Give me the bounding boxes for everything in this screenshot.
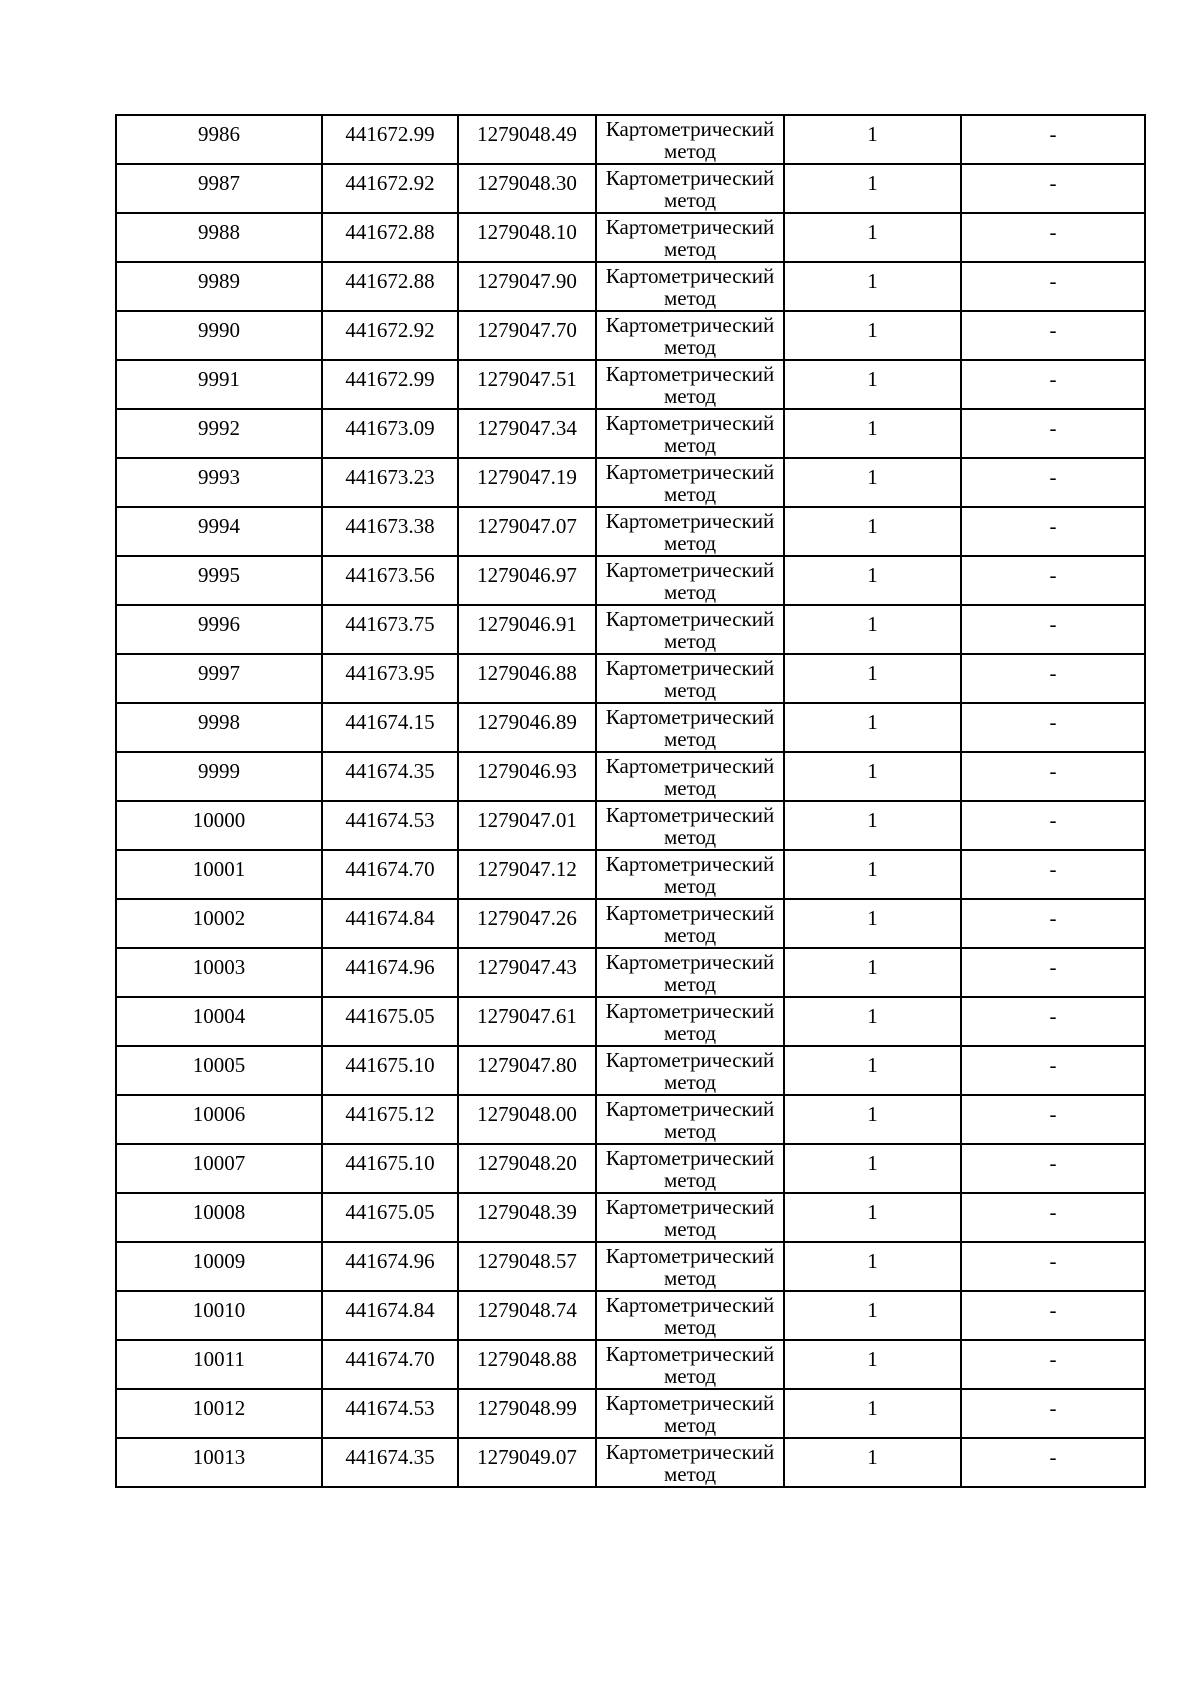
table-row xyxy=(116,213,1145,262)
accuracy-cell: 1 xyxy=(784,605,961,654)
y-coordinate-cell: 1279047.90 xyxy=(458,262,596,311)
method-line-1: Картометрический xyxy=(605,1195,775,1219)
accuracy-cell: 1 xyxy=(784,458,961,507)
method-cell xyxy=(596,654,784,703)
x-coordinate-cell: 441674.15 xyxy=(322,703,458,752)
description-cell: - xyxy=(961,409,1145,458)
point-number-cell: 9989 xyxy=(116,262,322,311)
description-cell: - xyxy=(961,360,1145,409)
x-coordinate-cell: 441674.70 xyxy=(322,1340,458,1389)
method-line-2: метод xyxy=(663,1413,717,1437)
point-number-cell: 9987 xyxy=(116,164,322,213)
accuracy-cell: 1 xyxy=(784,1193,961,1242)
table-row xyxy=(116,458,1145,507)
accuracy-cell: 1 xyxy=(784,752,961,801)
description-cell: - xyxy=(961,1242,1145,1291)
x-coordinate-cell: 441673.95 xyxy=(322,654,458,703)
method-line-1: Картометрический xyxy=(605,1048,775,1072)
method-line-1: Картометрический xyxy=(605,117,775,141)
table-row xyxy=(116,850,1145,899)
point-number-cell: 10012 xyxy=(116,1389,322,1438)
y-coordinate-cell: 1279046.97 xyxy=(458,556,596,605)
x-coordinate-cell: 441674.53 xyxy=(322,1389,458,1438)
description-cell: - xyxy=(961,115,1145,164)
y-coordinate-cell: 1279048.57 xyxy=(458,1242,596,1291)
description-cell: - xyxy=(961,997,1145,1046)
point-number-cell: 9997 xyxy=(116,654,322,703)
accuracy-cell: 1 xyxy=(784,115,961,164)
method-line-2: метод xyxy=(663,139,717,163)
x-coordinate-cell: 441675.10 xyxy=(322,1144,458,1193)
x-coordinate-cell: 441672.88 xyxy=(322,213,458,262)
method-line-2: метод xyxy=(663,1168,717,1192)
table-row xyxy=(116,1291,1145,1340)
table-row xyxy=(116,703,1145,752)
y-coordinate-cell: 1279048.49 xyxy=(458,115,596,164)
description-cell: - xyxy=(961,654,1145,703)
x-coordinate-cell: 441675.05 xyxy=(322,1193,458,1242)
y-coordinate-cell: 1279047.80 xyxy=(458,1046,596,1095)
point-number-cell: 9999 xyxy=(116,752,322,801)
method-line-2: метод xyxy=(663,286,717,310)
description-cell: - xyxy=(961,458,1145,507)
point-number-cell: 10000 xyxy=(116,801,322,850)
y-coordinate-cell: 1279046.88 xyxy=(458,654,596,703)
point-number-cell: 9994 xyxy=(116,507,322,556)
y-coordinate-cell: 1279046.89 xyxy=(458,703,596,752)
accuracy-cell: 1 xyxy=(784,262,961,311)
coordinates-table xyxy=(115,114,1146,1488)
y-coordinate-cell: 1279047.43 xyxy=(458,948,596,997)
method-line-2: метод xyxy=(663,1119,717,1143)
x-coordinate-cell: 441673.09 xyxy=(322,409,458,458)
description-cell: - xyxy=(961,605,1145,654)
point-number-cell: 9986 xyxy=(116,115,322,164)
coordinates-table-body xyxy=(116,115,1145,1487)
method-line-1: Картометрический xyxy=(605,1440,775,1464)
description-cell: - xyxy=(961,1291,1145,1340)
point-number-cell: 10010 xyxy=(116,1291,322,1340)
method-line-2: метод xyxy=(663,776,717,800)
table-row xyxy=(116,1389,1145,1438)
accuracy-cell: 1 xyxy=(784,997,961,1046)
method-cell xyxy=(596,164,784,213)
point-number-cell: 9996 xyxy=(116,605,322,654)
point-number-cell: 10006 xyxy=(116,1095,322,1144)
table-row xyxy=(116,311,1145,360)
point-number-cell: 10001 xyxy=(116,850,322,899)
y-coordinate-cell: 1279046.93 xyxy=(458,752,596,801)
method-cell xyxy=(596,1389,784,1438)
method-cell xyxy=(596,213,784,262)
method-cell xyxy=(596,311,784,360)
description-cell: - xyxy=(961,1095,1145,1144)
method-line-1: Картометрический xyxy=(605,803,775,827)
accuracy-cell: 1 xyxy=(784,850,961,899)
x-coordinate-cell: 441672.88 xyxy=(322,262,458,311)
method-line-1: Картометрический xyxy=(605,313,775,337)
description-cell: - xyxy=(961,556,1145,605)
accuracy-cell: 1 xyxy=(784,1095,961,1144)
point-number-cell: 9992 xyxy=(116,409,322,458)
method-line-2: метод xyxy=(663,1217,717,1241)
method-line-1: Картометрический xyxy=(605,264,775,288)
description-cell: - xyxy=(961,1144,1145,1193)
point-number-cell: 9998 xyxy=(116,703,322,752)
x-coordinate-cell: 441673.56 xyxy=(322,556,458,605)
description-cell: - xyxy=(961,262,1145,311)
accuracy-cell: 1 xyxy=(784,1242,961,1291)
description-cell: - xyxy=(961,507,1145,556)
description-cell: - xyxy=(961,948,1145,997)
table-row xyxy=(116,948,1145,997)
method-line-2: метод xyxy=(663,874,717,898)
table-row xyxy=(116,507,1145,556)
description-cell: - xyxy=(961,850,1145,899)
table-row xyxy=(116,1095,1145,1144)
point-number-cell: 10005 xyxy=(116,1046,322,1095)
table-row xyxy=(116,164,1145,213)
method-cell xyxy=(596,1095,784,1144)
table-row xyxy=(116,409,1145,458)
method-cell xyxy=(596,409,784,458)
y-coordinate-cell: 1279048.88 xyxy=(458,1340,596,1389)
accuracy-cell: 1 xyxy=(784,1046,961,1095)
point-number-cell: 9993 xyxy=(116,458,322,507)
description-cell: - xyxy=(961,703,1145,752)
point-number-cell: 10013 xyxy=(116,1438,322,1487)
method-line-1: Картометрический xyxy=(605,215,775,239)
description-cell: - xyxy=(961,1046,1145,1095)
method-line-1: Картометрический xyxy=(605,1146,775,1170)
method-line-1: Картометрический xyxy=(605,460,775,484)
accuracy-cell: 1 xyxy=(784,1144,961,1193)
method-cell xyxy=(596,605,784,654)
table-row xyxy=(116,605,1145,654)
x-coordinate-cell: 441672.92 xyxy=(322,164,458,213)
method-line-2: метод xyxy=(663,972,717,996)
accuracy-cell: 1 xyxy=(784,1389,961,1438)
method-line-2: метод xyxy=(663,1364,717,1388)
method-line-2: метод xyxy=(663,433,717,457)
method-line-1: Картометрический xyxy=(605,607,775,631)
x-coordinate-cell: 441675.12 xyxy=(322,1095,458,1144)
y-coordinate-cell: 1279048.99 xyxy=(458,1389,596,1438)
method-line-2: метод xyxy=(663,482,717,506)
method-line-1: Картометрический xyxy=(605,754,775,778)
y-coordinate-cell: 1279048.30 xyxy=(458,164,596,213)
point-number-cell: 9990 xyxy=(116,311,322,360)
method-line-2: метод xyxy=(663,1266,717,1290)
method-cell xyxy=(596,1193,784,1242)
accuracy-cell: 1 xyxy=(784,213,961,262)
description-cell: - xyxy=(961,311,1145,360)
method-line-2: метод xyxy=(663,923,717,947)
accuracy-cell: 1 xyxy=(784,948,961,997)
method-line-2: метод xyxy=(663,1021,717,1045)
method-line-2: метод xyxy=(663,629,717,653)
x-coordinate-cell: 441673.38 xyxy=(322,507,458,556)
table-row xyxy=(116,1340,1145,1389)
method-line-1: Картометрический xyxy=(605,411,775,435)
accuracy-cell: 1 xyxy=(784,507,961,556)
y-coordinate-cell: 1279046.91 xyxy=(458,605,596,654)
accuracy-cell: 1 xyxy=(784,409,961,458)
description-cell: - xyxy=(961,1438,1145,1487)
method-cell xyxy=(596,507,784,556)
table-row xyxy=(116,1242,1145,1291)
accuracy-cell: 1 xyxy=(784,654,961,703)
accuracy-cell: 1 xyxy=(784,360,961,409)
method-cell xyxy=(596,948,784,997)
description-cell: - xyxy=(961,213,1145,262)
method-cell xyxy=(596,1242,784,1291)
method-line-1: Картометрический xyxy=(605,852,775,876)
description-cell: - xyxy=(961,752,1145,801)
method-cell xyxy=(596,262,784,311)
method-line-2: метод xyxy=(663,825,717,849)
point-number-cell: 10011 xyxy=(116,1340,322,1389)
accuracy-cell: 1 xyxy=(784,556,961,605)
y-coordinate-cell: 1279048.39 xyxy=(458,1193,596,1242)
y-coordinate-cell: 1279047.51 xyxy=(458,360,596,409)
method-cell xyxy=(596,899,784,948)
x-coordinate-cell: 441674.84 xyxy=(322,899,458,948)
method-line-2: метод xyxy=(663,384,717,408)
method-cell xyxy=(596,703,784,752)
method-line-1: Картометрический xyxy=(605,950,775,974)
method-cell xyxy=(596,1291,784,1340)
x-coordinate-cell: 441672.99 xyxy=(322,360,458,409)
method-line-2: метод xyxy=(663,1462,717,1486)
x-coordinate-cell: 441674.35 xyxy=(322,752,458,801)
y-coordinate-cell: 1279047.61 xyxy=(458,997,596,1046)
table-row xyxy=(116,654,1145,703)
x-coordinate-cell: 441672.99 xyxy=(322,115,458,164)
method-line-1: Картометрический xyxy=(605,1391,775,1415)
method-line-2: метод xyxy=(663,188,717,212)
method-line-1: Картометрический xyxy=(605,705,775,729)
point-number-cell: 10007 xyxy=(116,1144,322,1193)
table-row xyxy=(116,1046,1145,1095)
x-coordinate-cell: 441675.05 xyxy=(322,997,458,1046)
method-line-1: Картометрический xyxy=(605,558,775,582)
method-cell xyxy=(596,556,784,605)
accuracy-cell: 1 xyxy=(784,801,961,850)
y-coordinate-cell: 1279048.74 xyxy=(458,1291,596,1340)
x-coordinate-cell: 441674.35 xyxy=(322,1438,458,1487)
point-number-cell: 10009 xyxy=(116,1242,322,1291)
accuracy-cell: 1 xyxy=(784,899,961,948)
method-cell xyxy=(596,1144,784,1193)
x-coordinate-cell: 441675.10 xyxy=(322,1046,458,1095)
point-number-cell: 9995 xyxy=(116,556,322,605)
x-coordinate-cell: 441674.84 xyxy=(322,1291,458,1340)
x-coordinate-cell: 441674.96 xyxy=(322,948,458,997)
table-row xyxy=(116,801,1145,850)
x-coordinate-cell: 441673.75 xyxy=(322,605,458,654)
description-cell: - xyxy=(961,801,1145,850)
y-coordinate-cell: 1279047.12 xyxy=(458,850,596,899)
point-number-cell: 9988 xyxy=(116,213,322,262)
x-coordinate-cell: 441672.92 xyxy=(322,311,458,360)
table-row xyxy=(116,115,1145,164)
table-row xyxy=(116,360,1145,409)
table-row xyxy=(116,1193,1145,1242)
accuracy-cell: 1 xyxy=(784,311,961,360)
method-line-2: метод xyxy=(663,580,717,604)
table-row xyxy=(116,262,1145,311)
method-cell xyxy=(596,752,784,801)
method-cell xyxy=(596,360,784,409)
accuracy-cell: 1 xyxy=(784,703,961,752)
method-cell xyxy=(596,1046,784,1095)
method-cell xyxy=(596,115,784,164)
y-coordinate-cell: 1279047.07 xyxy=(458,507,596,556)
point-number-cell: 10008 xyxy=(116,1193,322,1242)
method-cell xyxy=(596,801,784,850)
accuracy-cell: 1 xyxy=(784,1340,961,1389)
method-line-2: метод xyxy=(663,531,717,555)
description-cell: - xyxy=(961,164,1145,213)
method-line-1: Картометрический xyxy=(605,901,775,925)
table-row xyxy=(116,1144,1145,1193)
y-coordinate-cell: 1279047.19 xyxy=(458,458,596,507)
description-cell: - xyxy=(961,899,1145,948)
x-coordinate-cell: 441673.23 xyxy=(322,458,458,507)
method-line-2: метод xyxy=(663,237,717,261)
method-line-1: Картометрический xyxy=(605,1097,775,1121)
method-line-2: метод xyxy=(663,1070,717,1094)
y-coordinate-cell: 1279048.10 xyxy=(458,213,596,262)
table-row xyxy=(116,997,1145,1046)
table-row xyxy=(116,899,1145,948)
method-line-1: Картометрический xyxy=(605,166,775,190)
description-cell: - xyxy=(961,1193,1145,1242)
method-line-2: метод xyxy=(663,678,717,702)
method-cell xyxy=(596,850,784,899)
x-coordinate-cell: 441674.53 xyxy=(322,801,458,850)
table-row xyxy=(116,1438,1145,1487)
point-number-cell: 10002 xyxy=(116,899,322,948)
y-coordinate-cell: 1279047.01 xyxy=(458,801,596,850)
method-cell xyxy=(596,1438,784,1487)
method-line-2: метод xyxy=(663,1315,717,1339)
point-number-cell: 10004 xyxy=(116,997,322,1046)
method-cell xyxy=(596,1340,784,1389)
method-line-2: метод xyxy=(663,335,717,359)
table-row xyxy=(116,752,1145,801)
method-line-1: Картометрический xyxy=(605,656,775,680)
description-cell: - xyxy=(961,1340,1145,1389)
method-line-1: Картометрический xyxy=(605,1293,775,1317)
accuracy-cell: 1 xyxy=(784,1438,961,1487)
description-cell: - xyxy=(961,1389,1145,1438)
method-cell xyxy=(596,997,784,1046)
y-coordinate-cell: 1279047.70 xyxy=(458,311,596,360)
y-coordinate-cell: 1279048.20 xyxy=(458,1144,596,1193)
y-coordinate-cell: 1279048.00 xyxy=(458,1095,596,1144)
point-number-cell: 9991 xyxy=(116,360,322,409)
method-line-2: метод xyxy=(663,727,717,751)
table-row xyxy=(116,556,1145,605)
method-line-1: Картометрический xyxy=(605,999,775,1023)
y-coordinate-cell: 1279049.07 xyxy=(458,1438,596,1487)
method-line-1: Картометрический xyxy=(605,1244,775,1268)
y-coordinate-cell: 1279047.34 xyxy=(458,409,596,458)
x-coordinate-cell: 441674.70 xyxy=(322,850,458,899)
y-coordinate-cell: 1279047.26 xyxy=(458,899,596,948)
method-cell xyxy=(596,458,784,507)
accuracy-cell: 1 xyxy=(784,1291,961,1340)
accuracy-cell: 1 xyxy=(784,164,961,213)
point-number-cell: 10003 xyxy=(116,948,322,997)
method-line-1: Картометрический xyxy=(605,1342,775,1366)
x-coordinate-cell: 441674.96 xyxy=(322,1242,458,1291)
method-line-1: Картометрический xyxy=(605,362,775,386)
method-line-1: Картометрический xyxy=(605,509,775,533)
